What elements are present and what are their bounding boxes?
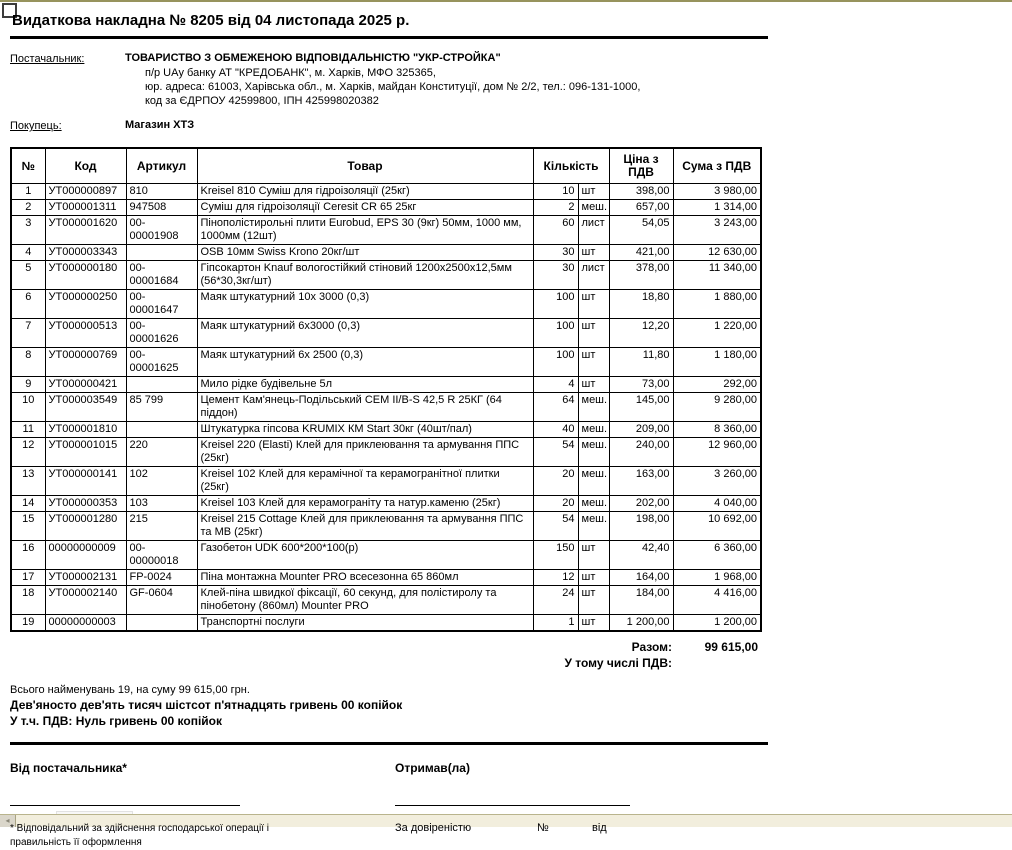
table-cell: 209,00 [609, 422, 673, 438]
table-cell: 202,00 [609, 496, 673, 512]
table-row [11, 216, 761, 245]
table-cell: 1 200,00 [673, 615, 761, 632]
table-cell: 1 180,00 [673, 348, 761, 377]
table-cell: Маяк штукатурний 6х 2500 (0,3) [197, 348, 533, 377]
header-sum: Сума з ПДВ [673, 148, 761, 184]
table-cell: 14 [11, 496, 45, 512]
table-cell: 398,00 [609, 184, 673, 200]
table-row [11, 512, 761, 541]
table-cell: 3 980,00 [673, 184, 761, 200]
from-supplier-label: Від постачальника* [10, 761, 127, 775]
table-cell: УТ000001015 [45, 438, 126, 467]
table-cell: 00-00001625 [126, 348, 197, 377]
table-cell: 163,00 [609, 467, 673, 496]
table-cell: 19 [11, 615, 45, 632]
table-row [11, 438, 761, 467]
table-cell: шт [578, 570, 609, 586]
table-cell: УТ000001311 [45, 200, 126, 216]
total-label: Разом: [631, 640, 672, 654]
table-cell: 20 [533, 467, 578, 496]
table-cell: меш. [578, 422, 609, 438]
table-cell: УТ000000353 [45, 496, 126, 512]
table-cell: 8 [11, 348, 45, 377]
table-cell: 1 200,00 [609, 615, 673, 632]
table-cell: шт [578, 586, 609, 615]
table-cell: 947508 [126, 200, 197, 216]
table-cell [126, 615, 197, 632]
buyer-label: Покупець: [10, 120, 62, 132]
window-top-edge [0, 0, 1012, 2]
header-article: Артикул [126, 148, 197, 184]
table-row [11, 290, 761, 319]
table-cell: 11 [11, 422, 45, 438]
summary-block [10, 684, 768, 728]
proxy-number-sign: № [537, 822, 549, 834]
table-cell: 73,00 [609, 377, 673, 393]
table-cell: 2 [11, 200, 45, 216]
table-cell: 00-00000018 [126, 541, 197, 570]
table-cell: лист [578, 216, 609, 245]
table-cell: 00-00001684 [126, 261, 197, 290]
table-cell: 145,00 [609, 393, 673, 422]
table-cell: 215 [126, 512, 197, 541]
table-cell: УТ000000180 [45, 261, 126, 290]
table-row [11, 496, 761, 512]
table-cell: 810 [126, 184, 197, 200]
table-cell: 184,00 [609, 586, 673, 615]
table-cell: 7 [11, 319, 45, 348]
table-cell: 16 [11, 541, 45, 570]
table-cell: 1 880,00 [673, 290, 761, 319]
header-code: Код [45, 148, 126, 184]
invoice-title: Видаткова накладна № 8205 від 04 листопада 2025 р. [12, 12, 410, 29]
table-cell: Kreisel 810 Суміш для гідроізоляції (25кг) [197, 184, 533, 200]
table-row [11, 377, 761, 393]
table-cell: Цемент Кам'янець-Подільський CEM II/B-S 42,5 R 25КГ (64 піддон) [197, 393, 533, 422]
table-cell: 12 960,00 [673, 438, 761, 467]
table-cell: Мило рідке будівельне 5л [197, 377, 533, 393]
table-cell: 13 [11, 467, 45, 496]
by-proxy-label: За довіреністю [395, 822, 472, 834]
invoice-document [10, 8, 768, 850]
table-cell: 4 416,00 [673, 586, 761, 615]
table-cell: 60 [533, 216, 578, 245]
table-cell: 198,00 [609, 512, 673, 541]
table-cell: УТ000001620 [45, 216, 126, 245]
table-cell: УТ000000141 [45, 467, 126, 496]
table-cell: шт [578, 615, 609, 632]
table-cell: 240,00 [609, 438, 673, 467]
signature-titles [10, 761, 768, 850]
table-cell: 00000000003 [45, 615, 126, 632]
table-cell: УТ000003549 [45, 393, 126, 422]
table-cell: 1 968,00 [673, 570, 761, 586]
table-cell: 378,00 [609, 261, 673, 290]
table-cell: FP-0024 [126, 570, 197, 586]
title-rule [10, 36, 768, 39]
table-cell: Гіпсокартон Knauf вологостійкий стіновий 1200х2500х12,5мм (56*30,3кг/шт) [197, 261, 533, 290]
table-cell: 9 [11, 377, 45, 393]
table-row [11, 245, 761, 261]
table-row [11, 261, 761, 290]
header-quantity: Кількість [533, 148, 609, 184]
table-cell: 3 243,00 [673, 216, 761, 245]
table-cell: 421,00 [609, 245, 673, 261]
table-row [11, 348, 761, 377]
items-count-line: Всього найменувань 19, на суму 99 615,00 грн. [10, 684, 250, 696]
table-cell: 6 360,00 [673, 541, 761, 570]
table-cell: Kreisel 102 Клей для керамічної та керамогранітної плитки (25кг) [197, 467, 533, 496]
responsibility-footnote: * Відповідальний за здійснення господарської операції і правильність її оформлення [10, 823, 269, 848]
table-cell: шт [578, 541, 609, 570]
table-row [11, 615, 761, 632]
table-row [11, 200, 761, 216]
table-cell: GF-0604 [126, 586, 197, 615]
table-cell: 10 [533, 184, 578, 200]
header-price: Ціна з ПДВ [609, 148, 673, 184]
table-cell: 18 [11, 586, 45, 615]
table-cell: 100 [533, 319, 578, 348]
table-cell: 15 [11, 512, 45, 541]
table-cell: 11,80 [609, 348, 673, 377]
table-cell: УТ000000513 [45, 319, 126, 348]
table-header-row [11, 148, 761, 184]
table-cell: 18,80 [609, 290, 673, 319]
table-cell: 30 [533, 261, 578, 290]
table-cell: 220 [126, 438, 197, 467]
items-table [10, 147, 762, 632]
table-cell: 00000000009 [45, 541, 126, 570]
table-cell: УТ000002140 [45, 586, 126, 615]
table-cell: Клей-піна швидкої фіксації, 60 секунд, для полістиролу та пінобетону (860мл) Mounter PRO [197, 586, 533, 615]
header-number: № [11, 148, 45, 184]
table-cell: Суміш для гідроізоляції Ceresit CR 65 25кг [197, 200, 533, 216]
table-cell: 3 260,00 [673, 467, 761, 496]
table-cell [126, 422, 197, 438]
table-cell: шт [578, 245, 609, 261]
table-cell: 1 [11, 184, 45, 200]
table-cell: меш. [578, 393, 609, 422]
table-cell: 4 [11, 245, 45, 261]
table-cell: Kreisel 220 (Elasti) Клей для приклеювання та армування ППС (25кг) [197, 438, 533, 467]
table-cell [126, 245, 197, 261]
table-cell: УТ000000897 [45, 184, 126, 200]
table-cell: 54 [533, 438, 578, 467]
table-cell: УТ000001810 [45, 422, 126, 438]
table-cell: Штукатурка гіпсова KRUMIX КМ Start 30кг (40шт/пал) [197, 422, 533, 438]
table-cell: 6 [11, 290, 45, 319]
table-cell: Газобетон UDK 600*200*100(р) [197, 541, 533, 570]
table-cell: шт [578, 290, 609, 319]
table-cell: меш. [578, 200, 609, 216]
table-cell: меш. [578, 467, 609, 496]
table-cell: 17 [11, 570, 45, 586]
items-body [11, 184, 761, 632]
table-cell: 85 799 [126, 393, 197, 422]
table-cell: 2 [533, 200, 578, 216]
header-product: Товар [197, 148, 533, 184]
table-cell: 30 [533, 245, 578, 261]
table-cell: Піна монтажна Mounter PRO всесезонна 65 860мл [197, 570, 533, 586]
table-cell: Маяк штукатурний 10х 3000 (0,3) [197, 290, 533, 319]
table-cell: 11 340,00 [673, 261, 761, 290]
table-row [11, 541, 761, 570]
table-cell: меш. [578, 496, 609, 512]
table-cell: 657,00 [609, 200, 673, 216]
receiver-signature-line [395, 775, 630, 806]
supplier-detail-line: п/р UAу банку АТ "КРЕДОБАНК", м. Харків, МФО 325365, [145, 67, 436, 79]
table-cell: лист [578, 261, 609, 290]
table-row [11, 393, 761, 422]
table-cell: шт [578, 377, 609, 393]
supplier-name: ТОВАРИСТВО З ОБМЕЖЕНОЮ ВІДПОВІДАЛЬНІСТЮ "УКР-СТРОЙКА" [125, 52, 501, 64]
vat-in-words: У т.ч. ПДВ: Нуль гривень 00 копійок [10, 714, 222, 728]
table-cell: 100 [533, 348, 578, 377]
table-cell: 12 [533, 570, 578, 586]
table-cell: 150 [533, 541, 578, 570]
supplier-detail-line: юр. адреса: 61003, Харівська обл., м. Харків, майдан Конституції, дом № 2/2, тел.: 096-131-1000, [145, 81, 641, 93]
supplier-block [10, 52, 768, 108]
table-cell: УТ000000769 [45, 348, 126, 377]
table-cell: 103 [126, 496, 197, 512]
table-cell: УТ000003343 [45, 245, 126, 261]
table-cell: 4 040,00 [673, 496, 761, 512]
table-cell: УТ000002131 [45, 570, 126, 586]
table-cell: 1 220,00 [673, 319, 761, 348]
table-cell [126, 377, 197, 393]
table-cell: 10 692,00 [673, 512, 761, 541]
table-row [11, 319, 761, 348]
supplier-label: Постачальник: [10, 53, 85, 65]
table-cell: 12,20 [609, 319, 673, 348]
table-cell: Пінополістирольні плити Eurobud, EPS 30 (9кг) 50мм, 1000 мм, 1000мм (12шт) [197, 216, 533, 245]
buyer-block [10, 119, 768, 132]
table-cell: 42,40 [609, 541, 673, 570]
scroll-left-arrow-icon: ◂ [5, 816, 10, 825]
table-row [11, 467, 761, 496]
proxy-line [395, 822, 768, 836]
table-cell: 00-00001908 [126, 216, 197, 245]
table-cell: 3 [11, 216, 45, 245]
buyer-name: Магазин ХТЗ [125, 119, 195, 131]
table-cell: 5 [11, 261, 45, 290]
supplier-signature-line [10, 775, 240, 806]
table-cell: 4 [533, 377, 578, 393]
table-cell: 24 [533, 586, 578, 615]
table-cell: OSB 10мм Swiss Krono 20кг/шт [197, 245, 533, 261]
table-cell: 12 630,00 [673, 245, 761, 261]
received-label: Отримав(ла) [395, 761, 470, 775]
table-cell: меш. [578, 512, 609, 541]
table-cell: шт [578, 319, 609, 348]
table-cell: 102 [126, 467, 197, 496]
table-cell: 64 [533, 393, 578, 422]
table-cell: 100 [533, 290, 578, 319]
totals-block [10, 640, 760, 674]
table-cell: Транспортні послуги [197, 615, 533, 632]
supplier-detail-line: код за ЄДРПОУ 42599800, ІПН 425998020382 [145, 95, 379, 107]
table-cell: 54 [533, 512, 578, 541]
table-cell: 00-00001626 [126, 319, 197, 348]
total-value: 99 615,00 [704, 640, 758, 654]
table-cell: 1 314,00 [673, 200, 761, 216]
table-cell: 12 [11, 438, 45, 467]
table-cell: УТ000001280 [45, 512, 126, 541]
footer-rule [10, 742, 768, 745]
table-cell: 9 280,00 [673, 393, 761, 422]
vat-total-label: У тому числі ПДВ: [564, 656, 672, 670]
table-cell: 292,00 [673, 377, 761, 393]
table-cell: УТ000000250 [45, 290, 126, 319]
table-row [11, 422, 761, 438]
table-cell: Kreisel 103 Клей для керамограніту та натур.каменю (25кг) [197, 496, 533, 512]
table-cell: меш. [578, 438, 609, 467]
table-row [11, 570, 761, 586]
proxy-from-word: від [592, 822, 607, 834]
table-cell: 10 [11, 393, 45, 422]
table-cell: шт [578, 184, 609, 200]
table-cell: 00-00001647 [126, 290, 197, 319]
table-cell: 20 [533, 496, 578, 512]
table-cell: 40 [533, 422, 578, 438]
table-cell: Kreisel 215 Cottage Клей для приклеювання та армування ППС та МВ (25кг) [197, 512, 533, 541]
table-cell: 164,00 [609, 570, 673, 586]
table-row [11, 184, 761, 200]
table-cell: 54,05 [609, 216, 673, 245]
table-row [11, 586, 761, 615]
table-cell: УТ000000421 [45, 377, 126, 393]
table-cell: 1 [533, 615, 578, 632]
table-cell: шт [578, 348, 609, 377]
table-cell: Маяк штукатурний 6х3000 (0,3) [197, 319, 533, 348]
table-cell: 8 360,00 [673, 422, 761, 438]
amount-in-words: Дев'яносто дев'ять тисяч шістсот п'ятнадцять гривень 00 копійок [10, 698, 403, 712]
